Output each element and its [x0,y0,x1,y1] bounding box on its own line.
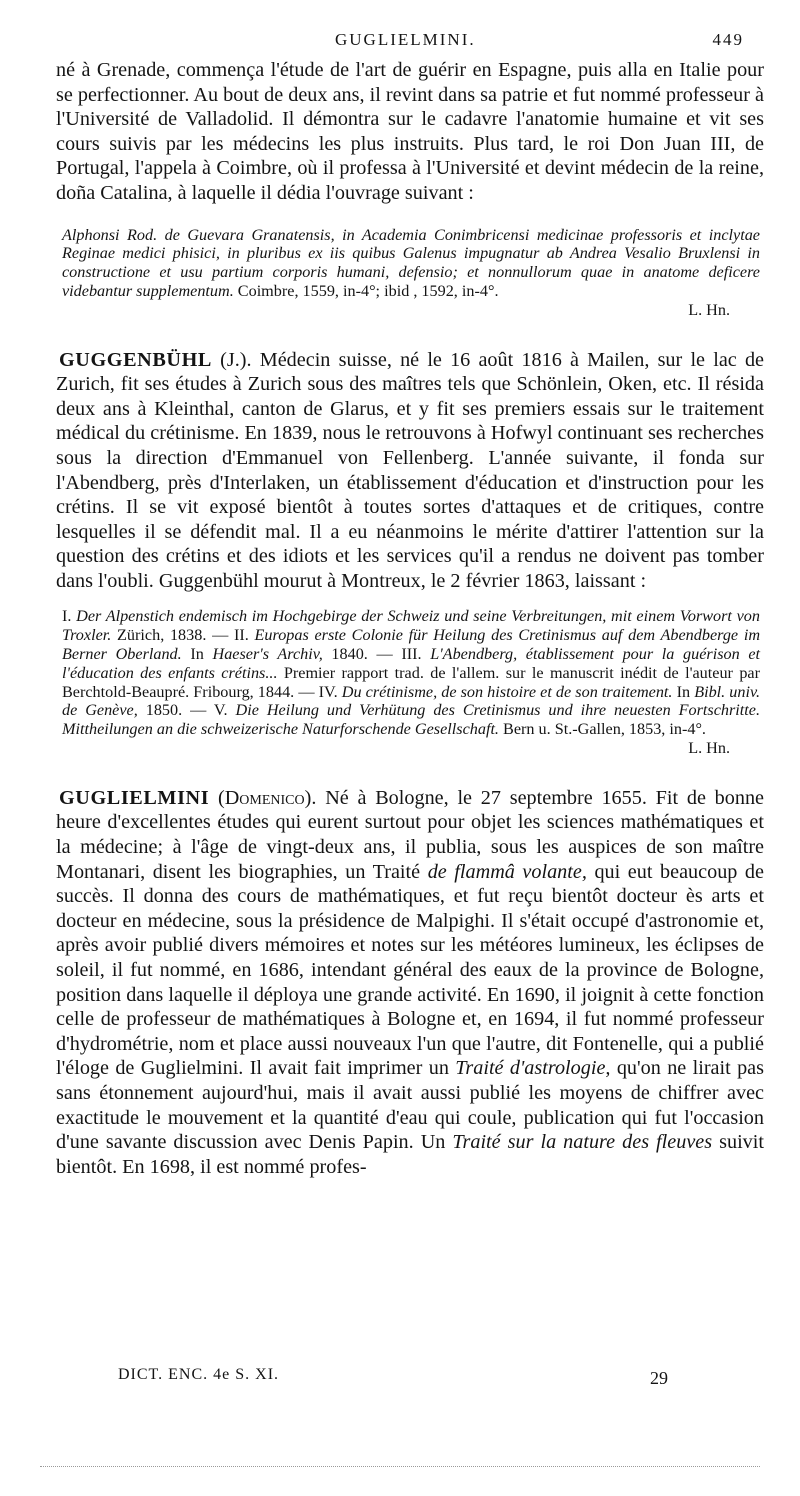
headword-forename: Domenico [224,786,305,809]
biblio-title: Alphonsi Rod. de Guevara Granatensis, in Academia Conimbricensi medicinae professoris et inclytae Reginae medici phisici, in pluribus ex iis quibus Galenus impugnatur ab Andrea Vesalio Bruxlensi in constructione et usu partium corporis humani, defensio; et nonnullorum quae in anatome deficere videbantur supplementum. [62,225,760,300]
work-in: In [190,645,204,664]
work-title: Du crétinisme, de son histoire et de son traitement. [341,682,673,701]
entry-text: suivit bientôt. En 1698, il est nommé profes- [56,1131,764,1178]
entry-text: qui eut beaucoup de succès. Il donna des cours de mathématiques, et fut reçu bientôt docteur ès arts et docteur en médecine, sous la présidence de Malpighi. Il s'était occupé d'astronomie et, après avoir publié divers mémoires et notes sur les météores lumineux, les éclipses de soleil, il fut nommé, en 1686, intendant général des eaux de la province de Bologne, position dans laquelle il déploya une grande activité. En 1690, il joignit à cette fonction celle de professeur de mathématiques à Bologne et, en 1694, il fut nommé professeur d'hydrométrie, nom et place aussi nouveaux l'un que l'autre, dit Fontenelle, qui a publié l'éloge de Guglielmini. Il avait fait imprimer un [56,860,764,1080]
sheet-number: 29 [650,1368,668,1388]
work-imprint: Premier rapport trad. de l'allem. sur le manuscrit inédit de l'auteur par Berchtold-Beaupré. Fribourg, 1844. — IV. [62,663,760,701]
entry-guglielmini [56,786,764,1180]
page-footer [56,1366,764,1396]
headword-guggenbuhl: GUGGENBÜHL [59,348,212,371]
entry-guggenbuhl [56,348,764,594]
page-number: 449 [712,30,744,49]
author-signature: L. Hn. [688,739,730,758]
entry-italic-title: Traité sur la nature des fleuves [452,1131,713,1154]
headword-guglielmini: GUGLIELMINI [59,786,210,809]
signature-mark: DICT. ENC. 4e S. XI. [118,1366,280,1383]
entry-italic-title: de flammâ volante, [427,860,587,883]
entry-text: qu'on ne lirait pas sans étonnement aujourd'hui, mais il avait aussi publié les moyens de chiffrer avec exactitude le mouvement et la quantité d'eau qui coule, publication qui fut l'occasion d'une savante discussion avec Denis Papin. Un [56,1057,764,1154]
work-in: In [676,682,691,701]
intro-paragraph: né à Grenade, commença l'étude de l'art de guérir en Espagne, puis alla en Italie pour se perfectionner. Au bout de deux ans, il revint dans sa patrie et fut nommé professeur à l'Université de Valladolid. Il démontra sur le cadavre l'anatomie humaine et vit ses cours suivis par les médecins les plus instruits. Plus tard, le roi Don Juan III, de Portugal, l'appela à Coimbre, où il professa à l'Université et devint médecin de la reine, doña Catalina, à laquelle il dédia l'ouvrage suivant : [56,59,764,204]
work-number: I. [62,607,72,626]
work-imprint: 1840. — III. [331,645,422,664]
work-title: Die Heilung und Verhütung des Cretinismus und ihre neuesten Fortschritte. Mittheilungen an die schweizerische Naturforschende Gesellschaft. [62,701,760,739]
bibliography-guevara [56,226,764,320]
bottom-dotted-rule [40,1466,760,1467]
paren-open: ( [217,786,225,809]
headword-initial: (J.). [220,348,252,371]
work-title: Der Alpenstich endemisch im Hochgebirge der Schweiz und seine Verbreitungen, mit einem Vorwort von Troxler. [62,607,760,645]
entry-text: Médecin suisse, né le 16 août 1816 à Mailen, sur le lac de Zurich, fit ses études à Zurich sous des maîtres tels que Schönlein, Oken, etc. Il résida deux ans à Kleinthal, canton de Glarus, et y fit ses premiers essais sur le traitement médical du crétinisme. En 1839, nous le retrouvons à Hofwyl continuant ses recherches sous la direction d'Emmanuel von Fellenberg. L'année suivante, il fonda sur l'Abendberg, près d'Interlaken, un établissement d'éducation et d'instruction pour les crétins. Il se vit exposé bientôt à toutes sortes d'attaques et de critiques, contre lesquelles il se défendit mal. Il a eu néanmoins le mérite d'attirer l'attention sur la question des crétins et des idiots et les services qu'il a rendus ne doivent pas tomber dans l'oubli. Guggenbühl mourut à Montreux, le 2 février 1863, laissant : [56,348,764,592]
work-journal: Bibl. univ. de Genève, [62,682,761,720]
work-imprint: Zürich, 1838. — II. [117,626,249,645]
running-head [56,30,764,58]
work-journal: Haeser's Archiv, [212,645,323,664]
work-imprint: Bern u. St.-Gallen, 1853, in-4°. [503,720,706,739]
entry-text: Né à Bologne, le 27 septembre 1655. Fit de bonne heure d'excellentes études qui eurent surtout pour objet les sciences mathématiques et la médecine; à l'âge de vingt-deux ans, il publia, sous les auspices de son maître Montanari, disent les biographies, un Traité [56,786,765,883]
running-title: GUGLIELMINI. [335,30,476,49]
work-title: L'Abendberg, établissement pour la guérison et l'éducation des enfants crétins... [62,645,761,682]
work-title: Europas erste Colonie für Heilung des Cretinismus auf dem Abendberge im Berner Oberland. [62,626,761,664]
entry-italic-title: Traité d'astrologie, [455,1057,611,1080]
work-imprint: 1850. — V. [145,701,228,720]
paren-close: ). [304,786,317,809]
author-signature: L. Hn. [688,300,730,319]
bibliography-guggenbuhl [56,607,764,757]
biblio-imprint: Coimbre, 1559, in-4°; ibid , 1592, in-4°. [237,281,499,300]
